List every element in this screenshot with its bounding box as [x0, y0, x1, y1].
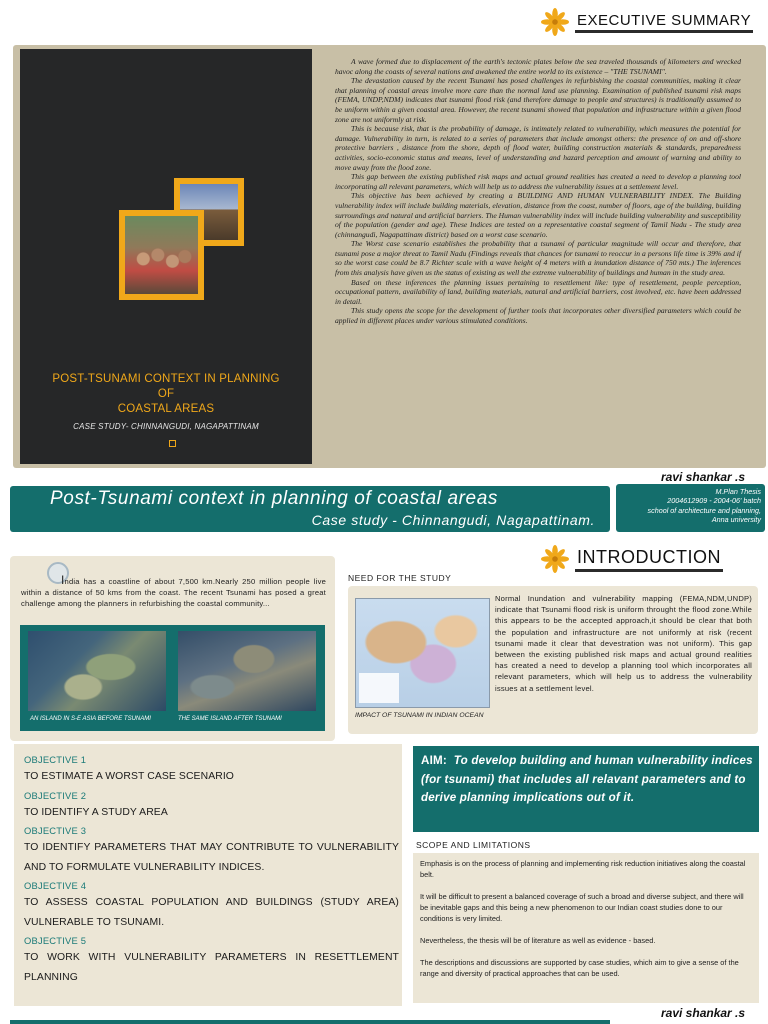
thesis-line: Anna university: [711, 515, 761, 525]
flower-icon: [541, 8, 569, 36]
caption-after: THE SAME ISLAND AFTER TSUNAMI: [178, 716, 282, 722]
scope-label: SCOPE AND LIMITATIONS: [416, 840, 531, 850]
aim-text: [421, 752, 754, 808]
objective-text: TO IDENTIFY PARAMETERS THAT MAY CONTRIBUTE TO VULNERABILITY AND TO FORMULATE VULNERABILITY INDICES.: [24, 842, 399, 873]
scope-text: [420, 858, 752, 990]
exec-paragraph: This gap between the existing published risk maps and actual ground realities has created a need to develop a planning tool incorporating all relevant parameters, which will help us to address the vulnerability issues at a settlement level.: [335, 172, 741, 191]
exec-paragraph: This study opens the scope for the development of further tools that incorporates other diversified parameters which could be applied in different places under various stimulated conditions.: [335, 306, 741, 326]
cover-square-ornament: [169, 440, 176, 447]
cover-title-line-2: OF: [157, 388, 175, 400]
cover-title-line-3: COASTAL AREAS: [117, 403, 215, 415]
exec-summary-heading: [541, 8, 753, 36]
exec-summary-text: [335, 57, 741, 326]
poster-title: Post-Tsunami context in planning of coastal areas: [50, 488, 498, 509]
indian-ocean-map: [355, 598, 490, 708]
introduction-title: INTRODUCTION: [575, 547, 723, 572]
thesis-line: M.Plan Thesis: [715, 487, 761, 496]
author-name-top: ravi shankar .s: [661, 470, 746, 484]
exec-paragraph: Based on these inferences the planning issues pertaining to resettlement like: type of resettlement, people perception, occupational pattern, availability of land, building materials, natural and artificial barriers, cost involved, etc. have been addressed in detail.: [335, 277, 741, 306]
thesis-line: 2004612909 - 2004-06' batch: [667, 496, 761, 506]
objective-text: TO ASSESS COASTAL POPULATION AND BUILDINGS (STUDY AREA) VULNERABLE TO TSUNAMI.: [24, 897, 399, 928]
bottom-title-band: [10, 1020, 610, 1024]
scope-paragraph: The descriptions and discussions are supported by case studies, which aim to give a sense of the range and diversity of practical approaches that can be used.: [420, 958, 739, 978]
cover-title-line-1: POST-TSUNAMI CONTEXT IN PLANNING: [52, 373, 280, 385]
objective-title: OBJECTIVE 2: [24, 789, 87, 801]
cover-title: [20, 372, 312, 417]
exec-paragraph: The devastation caused by the recent Tsunami has posed challenges in refurbishing the coastal communities, making it clear that planning of coastal areas involve more care than the normal land use planning. Examination of published tsunami risk maps (FEMA, UNDP,NDM) indicates that tsunami flood risk (and therefore damage to people and structures) is traditionally assumed to be uniform within a given coastal area. However, the recent tsunami showed that population and infrastructure within a given flood zone are not uniformly at risk.: [335, 76, 741, 124]
caption-before: AN ISLAND IN S-E ASIA BEFORE TSUNAMI: [30, 716, 151, 722]
exec-paragraph: The Worst case scenario establishes the probability that a tsunami of particular magnitude will occur and therefore, that tsunami pose a major threat to Tamil Nadu (Findings reveals that chances for tsunami to reoccur in a persons life time is 39% and if so the worst case could be 8.7 Richter scale with a wave height of 4 meters with a inundation distance of 750 mts.) The inferences from this analysis have given us the status of existing as well the extreme vulnerability of buildings and human in the study area.: [335, 239, 741, 278]
map-caption: IMPACT OF TSUNAMI IN INDIAN OCEAN: [355, 712, 484, 719]
objective-title: OBJECTIVE 3: [24, 825, 87, 836]
objective-item: [24, 933, 399, 987]
objective-text: TO WORK WITH VULNERABILITY PARAMETERS IN RESETTLEMENT PLANNING: [24, 952, 399, 983]
exec-paragraph: A wave formed due to displacement of the earth's tectonic plates below the sea traveled thousands of kilometers and wrecked havoc along the coasts of several nations and awakened the entire world to its existence – "THE TSUNAMI".: [335, 57, 741, 76]
intro-text: [21, 575, 326, 610]
objective-text: TO IDENTIFY A STUDY AREA: [24, 806, 168, 818]
exec-summary-title: EXECUTIVE SUMMARY: [575, 12, 753, 33]
cover-photo-people: [125, 216, 198, 294]
map-legend: [359, 673, 399, 703]
intro-paragraph: ndia has a coastline of about 7,500 km.Nearly 250 million people live within a distance of 50 kms from the coast. The recent Tsunami has posed a great challenge among the planners in refurbishing the coastal community...: [21, 577, 326, 609]
objective-title: OBJECTIVE 1: [24, 754, 87, 765]
exec-paragraph: This is because risk, that is the probability of damage, is intimately related to vulnerability, which measures the potential for damage. Vulnerability in turn, is related to a series of parameters that include amongst others: the presence of on and off-shore protective barriers , distance from the shore, depth of flood water, building construction materials & standards, preparedness activities, socio-economic status and means, level of understanding and hazard perception and amount of warning and ability to move away from the flood zone.: [335, 124, 741, 172]
objective-item: [24, 823, 399, 877]
satellite-before-image: [28, 631, 166, 711]
objective-text: TO ESTIMATE A WORST CASE SCENARIO: [24, 771, 234, 782]
thesis-info-box: [616, 484, 765, 532]
objective-item: [24, 878, 399, 932]
objective-item: [24, 752, 399, 787]
introduction-heading: [541, 545, 723, 573]
aim-label: AIM:: [421, 754, 447, 767]
cover-photo-frame-2: [119, 210, 204, 300]
objectives-list: [24, 752, 399, 988]
flower-icon: [541, 545, 569, 573]
satellite-after-image: [178, 631, 316, 711]
scope-paragraph: It will be difficult to present a balanced coverage of such a broad and diverse subject, and there will be inevitable gaps and this being a new phenomenon to our Indian coast studies done to our conditions is very limited.: [420, 892, 744, 923]
intro-drop-cap: I: [61, 573, 65, 587]
thesis-cover: [20, 49, 312, 464]
scope-paragraph: Nevertheless, the thesis will be of literature as well as evidence - based.: [420, 936, 656, 945]
objective-title: OBJECTIVE 4: [24, 880, 87, 891]
poster-subtitle: Case study - Chinnangudi, Nagapattinam.: [311, 512, 595, 528]
cover-subtitle: CASE STUDY- CHINNANGUDI, NAGAPATTINAM: [73, 422, 259, 431]
aim-statement: To develop building and human vulnerability indices (for tsunami) that includes all relavant parameters and to derive planning implications out of it.: [421, 754, 753, 805]
objective-item: [24, 788, 399, 823]
thesis-line: school of architecture and planning,: [647, 505, 761, 515]
exec-paragraph: This objective has been achieved by creating a BUILDING AND HUMAN VULNERABILITY INDEX. The Building vulnerability index will include building materials, elevation, distance from the coast, number of floors, age of the building, building surroundings and natural and artificial barriers. The Human vulnerability index will include building vulnerability and susceptibility of the population (gender and age). These Indices are tested on a representative coastal segment of Tamil Nadu - The study area (chinnangudi, Nagapattinam district) based on a worst case scenario.: [335, 191, 741, 239]
objective-title: OBJECTIVE 5: [24, 935, 87, 946]
need-label: NEED FOR THE STUDY: [348, 573, 452, 583]
need-text: Normal Inundation and vulnerability mapping (FEMA,NDM,UNDP) indicate that Tsunami flood risk is uniform throught the flood zone.While this appears to be the accepted approach,it should be clear that both the population and infrastructure are not uniformly at risk (recent tsunami made it clear that devestration was not uniform). This gap between the existing published risk maps and actual ground realities has created a need to develop a planning tool which incorporates all relevant parameters, which will help us to address the vulnerability issues at a settlement level.: [495, 594, 752, 693]
scope-paragraph: Emphasis is on the process of planning and implementing risk reduction initiatives along the coastal belt.: [420, 859, 746, 879]
author-name-bottom: ravi shankar .s: [661, 1006, 746, 1020]
